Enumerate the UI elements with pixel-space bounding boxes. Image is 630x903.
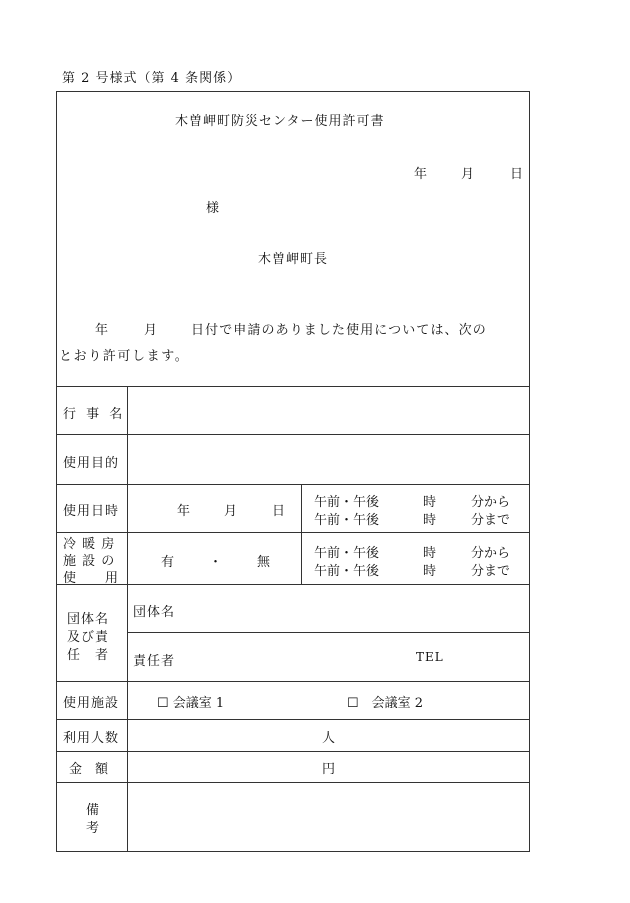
heating-end-hour: 時 [423,564,437,579]
heating-option-no[interactable]: 無 [257,555,271,570]
end-hour: 時 [423,513,437,528]
time-column-divider [301,484,302,584]
body-text-line2: とおり許可します。 [59,349,190,364]
start-minute-from: 分から [471,495,511,510]
purpose-field[interactable] [129,436,529,483]
group-name-label: 団体名 [133,605,176,620]
remarks-field[interactable] [129,784,529,850]
usage-date-day: 日 [272,504,286,519]
permit-form [56,91,530,852]
fee-amount-field[interactable] [129,753,319,781]
issue-date-year: 年 [414,167,428,182]
heating-start-ampm: 午前・午後 [314,546,380,561]
usage-date-year: 年 [177,504,191,519]
label-column-divider [127,386,128,852]
rule [128,632,529,633]
responsible-person-field[interactable] [182,635,392,680]
heating-start-hour: 時 [423,546,437,561]
heating-option-yes[interactable]: 有 [161,555,175,570]
heating-label-line2: 施 設 の [63,554,116,569]
remarks-label-line2: 考 [86,821,100,836]
responsible-person-label: 責任者 [133,654,176,669]
heating-end-ampm: 午前・午後 [314,564,380,579]
room1-checkbox[interactable]: ☐ 会議室 1 [157,696,225,711]
form-number-label: 第 2 号様式（第 4 条関係） [62,71,242,86]
start-ampm: 午前・午後 [314,495,380,510]
facility-label: 使用施設 [63,696,120,711]
heating-option-separator: ・ [209,555,223,570]
room2-checkbox[interactable]: ☐ 会議室 2 [347,696,424,711]
body-month: 月 [144,323,158,338]
issue-date-day: 日 [510,167,524,182]
group-label-line3: 任 者 [67,648,110,663]
end-ampm: 午前・午後 [314,513,380,528]
form-title: 木曽岬町防災センター使用許可書 [175,114,385,129]
heating-end-until: 分まで [471,564,511,579]
usage-date-month: 月 [224,504,238,519]
purpose-label: 使用目的 [63,456,120,471]
body-year: 年 [95,323,109,338]
group-label-line2: 及び責 [67,630,110,645]
issuer-name: 木曽岬町長 [258,252,329,267]
users-count-field[interactable] [129,721,319,750]
addressee-suffix: 様 [206,201,220,216]
users-unit: 人 [322,731,336,746]
group-name-field[interactable] [182,586,528,631]
fee-label: 金 額 [69,762,109,777]
users-label: 利用人数 [63,731,120,746]
group-label-line1: 団体名 [67,612,110,627]
tel-field[interactable] [447,635,529,680]
issue-date-month: 月 [461,167,475,182]
remarks-label-line1: 備 [86,803,100,818]
fee-unit: 円 [322,762,336,777]
end-minute-until: 分まで [471,513,511,528]
event-name-label: 行 事 名 [63,407,126,422]
event-name-field[interactable] [129,388,529,433]
heating-start-from: 分から [471,546,511,561]
start-hour: 時 [423,495,437,510]
tel-label: TEL [416,650,444,664]
heating-label-line1: 冷 暖 房 [63,537,116,552]
usage-datetime-label: 使用日時 [63,504,120,519]
heating-label-line3: 使 用 [63,571,120,586]
body-text-line1: 日付で申請のありました使用については、次の [191,323,487,338]
